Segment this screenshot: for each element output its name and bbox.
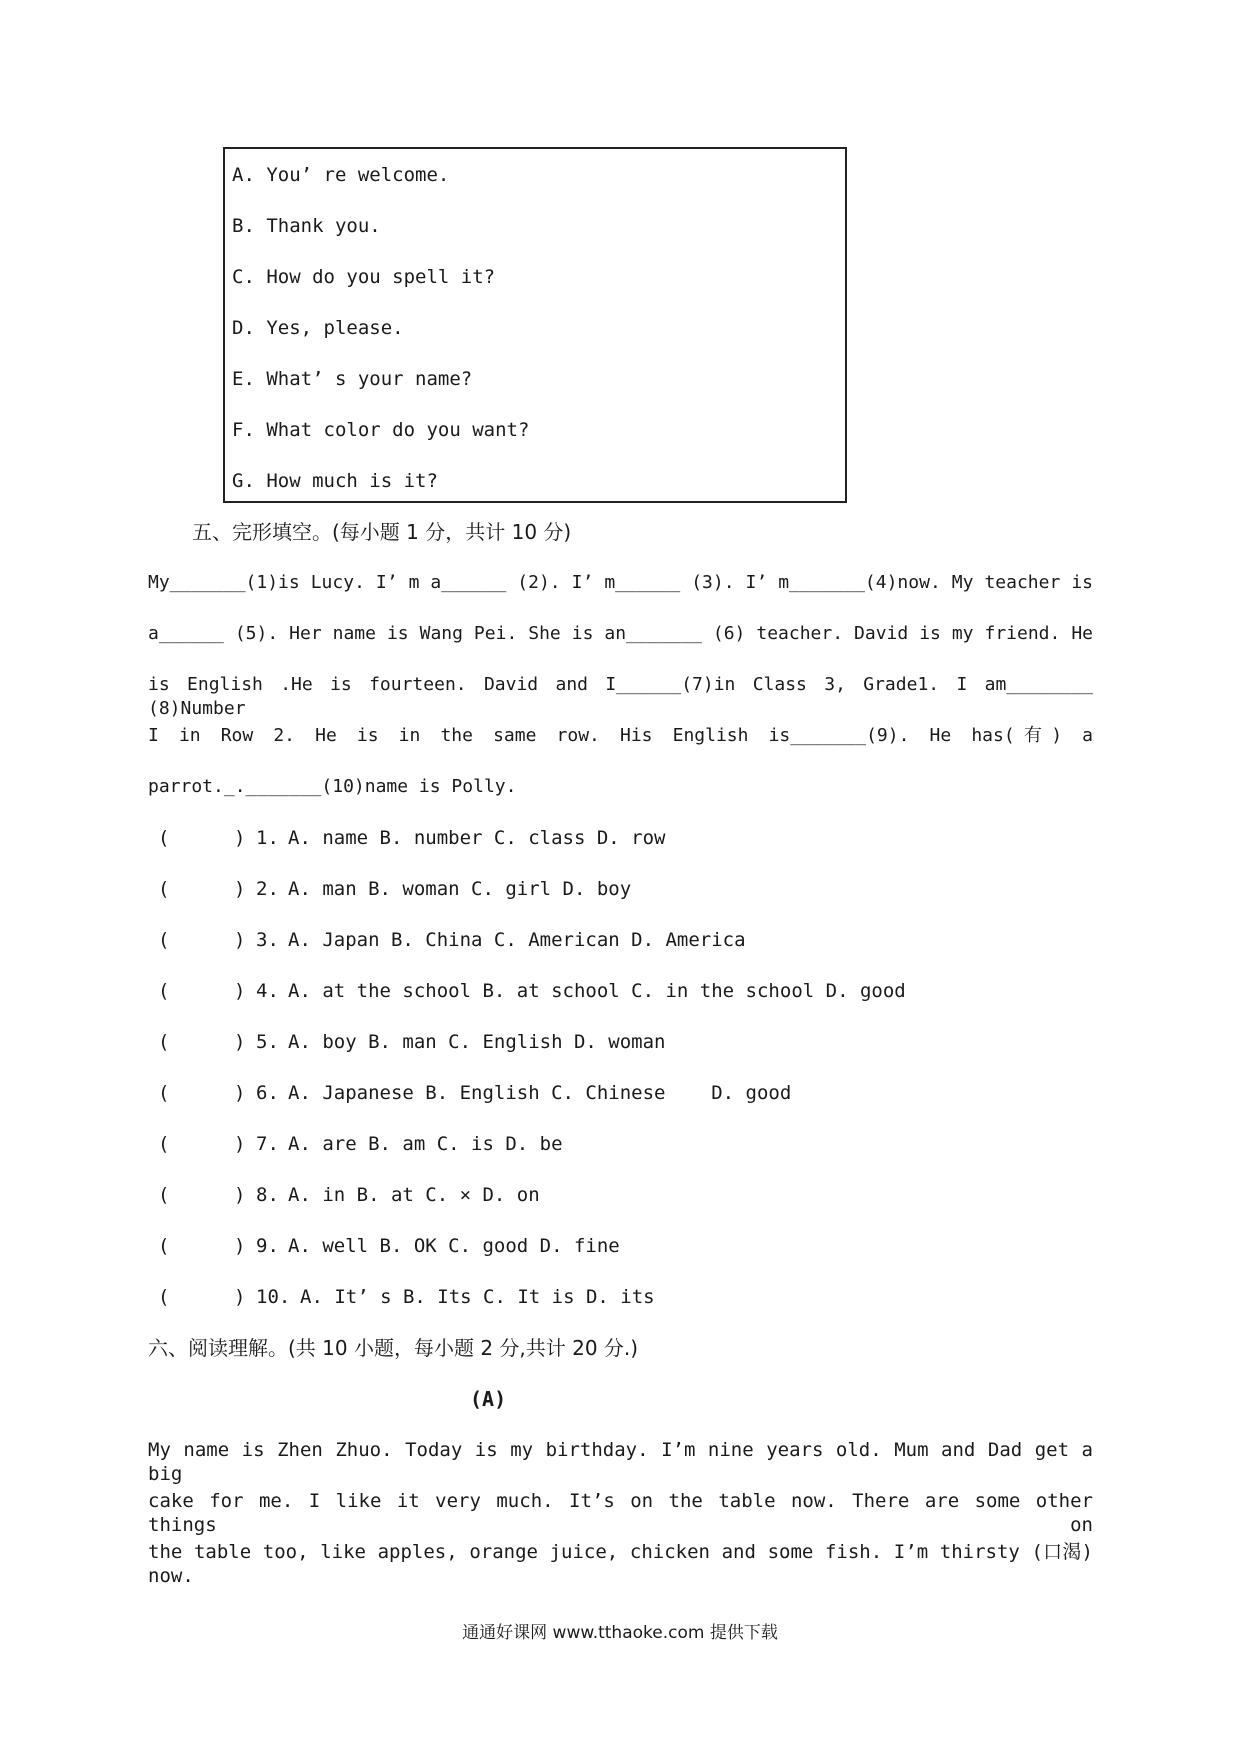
question-choices: A. name B. number C. class D. row <box>288 827 666 849</box>
option-item: G. How much is it? <box>232 470 438 492</box>
reading-passage-line: My name is Zhen Zhuo. Today is my birthday. I’m nine years old. Mum and Dad get a big <box>148 1439 1093 1485</box>
cloze-passage-line: a______ (5). Her name is Wang Pei. She is an_______ (6) teacher. David is my friend. He <box>148 623 1093 644</box>
answer-paren-open: ( <box>158 1082 170 1104</box>
section5-heading: 五、完形填空。(每小题 1 分，共计 10 分) <box>192 520 572 544</box>
question-number: 8. <box>256 1184 279 1206</box>
answer-paren-close: ) <box>234 980 246 1002</box>
answer-paren-close: ) <box>234 1082 246 1104</box>
question-choices: A. man B. woman C. girl D. boy <box>288 878 632 900</box>
option-item: F. What color do you want? <box>232 419 530 441</box>
answer-paren-close: ) <box>234 878 246 900</box>
reading-passage-line: the table too, like apples, orange juice, chicken and some fish. I’m thirsty (口渴) now. <box>148 1541 1093 1587</box>
section6-heading: 六、阅读理解。(共 10 小题，每小题 2 分,共计 20 分.) <box>148 1336 639 1360</box>
question-number: 5. <box>256 1031 279 1053</box>
question-number: 7. <box>256 1133 279 1155</box>
question-number: 1. <box>256 827 279 849</box>
question-choices: A. boy B. man C. English D. woman <box>288 1031 666 1053</box>
answer-paren-open: ( <box>158 929 170 951</box>
answer-paren-close: ) <box>234 929 246 951</box>
answer-paren-close: ) <box>234 1235 246 1257</box>
answer-paren-open: ( <box>158 1184 170 1206</box>
question-choices: A. It’ s B. Its C. It is D. its <box>300 1286 655 1308</box>
option-item: E. What’ s your name? <box>232 368 473 390</box>
reading-passage-line: cake for me. I like it very much. It’s on the table now. There are some other things on <box>148 1490 1093 1536</box>
option-item: D. Yes, please. <box>232 317 404 339</box>
answer-paren-close: ) <box>234 827 246 849</box>
question-choices: A. well B. OK C. good D. fine <box>288 1235 620 1257</box>
question-choices: A. in B. at C. × D. on <box>288 1184 540 1206</box>
answer-paren-open: ( <box>158 1235 170 1257</box>
option-item: B. Thank you. <box>232 215 381 237</box>
option-item: A. You’ re welcome. <box>232 164 450 186</box>
answer-paren-open: ( <box>158 827 170 849</box>
question-number: 10. <box>256 1286 291 1308</box>
answer-paren-close: ) <box>234 1184 246 1206</box>
question-choices: A. Japanese B. English C. Chinese D. good <box>288 1082 792 1104</box>
question-choices: A. at the school B. at school C. in the school D. good <box>288 980 906 1002</box>
answer-paren-open: ( <box>158 980 170 1002</box>
footer-text: 通通好课网 www.tthaoke.com 提供下载 <box>462 1623 778 1643</box>
passage-label: (A) <box>470 1387 507 1411</box>
answer-paren-close: ) <box>234 1286 246 1308</box>
question-number: 6. <box>256 1082 279 1104</box>
answer-paren-close: ) <box>234 1031 246 1053</box>
cloze-passage-line: I in Row 2. He is in the same row. His English is_______(9). He has(有) a <box>148 725 1093 746</box>
answer-paren-open: ( <box>158 878 170 900</box>
option-item: C. How do you spell it? <box>232 266 496 288</box>
cloze-passage-line: is English .He is fourteen. David and I______(7)in Class 3, Grade1. I am________ (8)Number <box>148 674 1093 719</box>
question-number: 2. <box>256 878 279 900</box>
question-number: 3. <box>256 929 279 951</box>
question-choices: A. are B. am C. is D. be <box>288 1133 563 1155</box>
question-number: 9. <box>256 1235 279 1257</box>
answer-paren-close: ) <box>234 1133 246 1155</box>
question-number: 4. <box>256 980 279 1002</box>
question-choices: A. Japan B. China C. American D. America <box>288 929 746 951</box>
answer-paren-open: ( <box>158 1031 170 1053</box>
answer-paren-open: ( <box>158 1286 170 1308</box>
answer-paren-open: ( <box>158 1133 170 1155</box>
cloze-passage-line: parrot._._______(10)name is Polly. <box>148 776 517 797</box>
cloze-passage-line: My_______(1)is Lucy. I’ m a______ (2). I’ m______ (3). I’ m_______(4)now. My teacher is <box>148 572 1093 593</box>
